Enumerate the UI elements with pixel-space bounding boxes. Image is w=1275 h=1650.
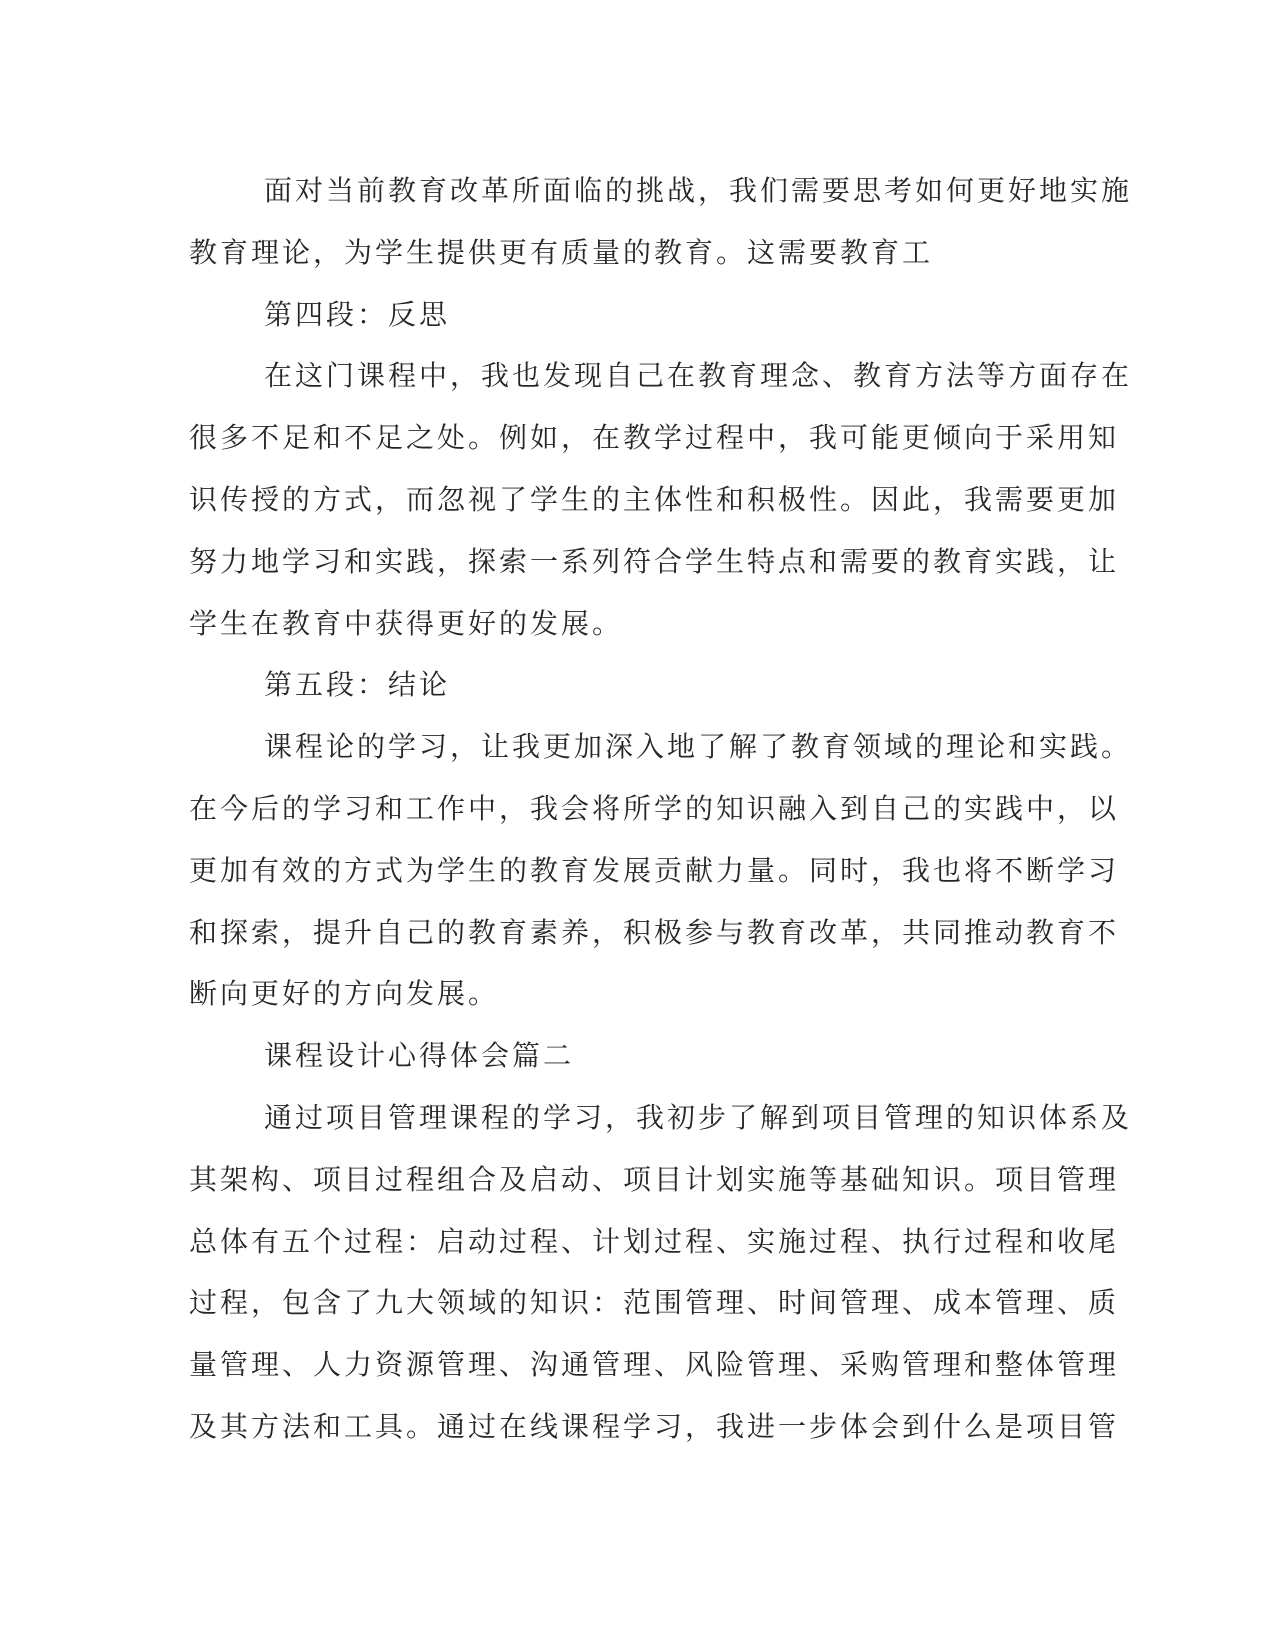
text-line: 及其方法和工具。通过在线课程学习，我进一步体会到什么是项目管 [189, 1409, 1120, 1443]
paragraph-project-management [189, 1087, 1133, 1458]
text-line: 学生在教育中获得更好的发展。 [189, 606, 624, 640]
text-line: 教育理论，为学生提供更有质量的教育。这需要教育工 [189, 235, 934, 269]
text-line: 和探索，提升自己的教育素养，积极参与教育改革，共同推动教育不 [189, 915, 1120, 949]
text-line: 在这门课程中，我也发现自己在教育理念、教育方法等方面存在 [264, 359, 1133, 393]
text-line: 在今后的学习和工作中，我会将所学的知识融入到自己的实践中，以 [189, 791, 1120, 825]
paragraph-reflection [189, 345, 1133, 654]
text-line: 断向更好的方向发展。 [189, 977, 500, 1011]
text-line: 课程论的学习，让我更加深入地了解了教育领域的理论和实践。 [264, 730, 1133, 764]
text-line: 很多不足和不足之处。例如，在教学过程中，我可能更倾向于采用知 [189, 421, 1120, 455]
text-line: 量管理、人力资源管理、沟通管理、风险管理、采购管理和整体管理 [189, 1348, 1120, 1382]
heading-text: 课程设计心得体会篇二 [264, 1039, 575, 1073]
paragraph-conclusion [189, 716, 1133, 1025]
text-line: 面对当前教育改革所面临的挑战，我们需要思考如何更好地实施 [264, 174, 1133, 207]
heading-text: 第五段：结论 [264, 668, 451, 702]
document-body [189, 160, 1133, 1458]
section-heading-conclusion [189, 654, 1079, 716]
heading-text: 第四段：反思 [264, 297, 451, 331]
text-line: 总体有五个过程：启动过程、计划过程、实施过程、执行过程和收尾 [189, 1224, 1120, 1258]
text-line: 更加有效的方式为学生的教育发展贡献力量。同时，我也将不断学习 [189, 853, 1120, 887]
paragraph-education-reform [189, 160, 1133, 284]
section-heading-part-two [189, 1025, 1079, 1087]
section-heading-reflection [189, 284, 1079, 346]
text-line: 其架构、项目过程组合及启动、项目计划实施等基础知识。项目管理 [189, 1162, 1120, 1196]
text-line: 通过项目管理课程的学习，我初步了解到项目管理的知识体系及 [264, 1100, 1133, 1134]
text-line: 过程，包含了九大领域的知识：范围管理、时间管理、成本管理、质 [189, 1286, 1120, 1320]
text-line: 识传授的方式，而忽视了学生的主体性和积极性。因此，我需要更加 [189, 482, 1120, 516]
text-line: 努力地学习和实践，探索一系列符合学生特点和需要的教育实践，让 [189, 544, 1120, 578]
